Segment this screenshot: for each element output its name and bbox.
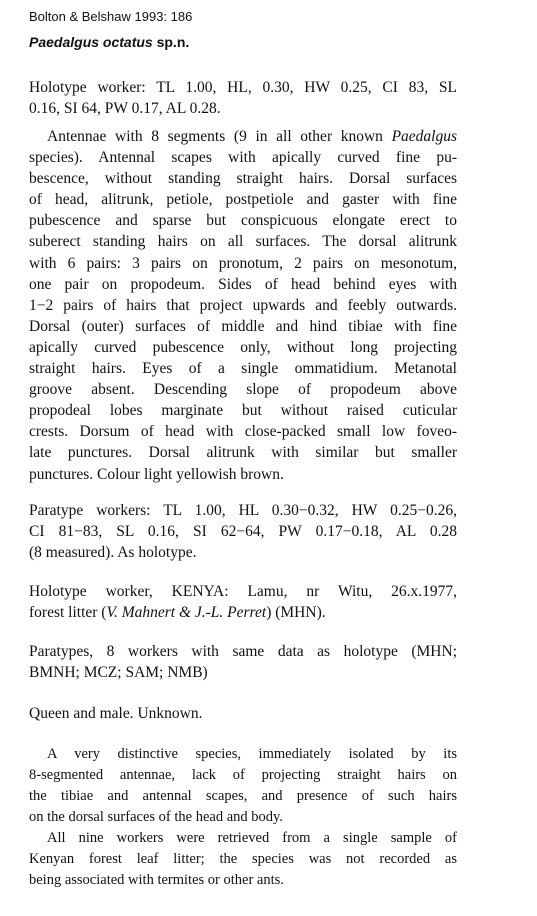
- paratype-measurements-line: (8 measured). As holotype.: [29, 544, 197, 562]
- description-line: [29, 316, 457, 337]
- remarks2-line: Kenyan forest leaf litter; the species was not recorded as: [29, 851, 457, 867]
- description-text: with 6 pairs: 3 pairs on pronotum, 2 pairs on mesonotum,: [29, 254, 457, 272]
- description-line: [29, 295, 457, 316]
- holotype-measurements: [29, 77, 457, 119]
- description-text: suberect standing hairs on all surfaces. The dorsal alitrunk: [29, 233, 457, 251]
- species-title: [29, 34, 189, 50]
- description-text: of head, alitrunk, petiole, postpetiole and gaster with fine: [29, 191, 457, 209]
- remarks-paragraph-cont: [29, 765, 457, 828]
- description-text: pubescence and sparse but conspicuous elongate erect to: [29, 212, 457, 230]
- description-text: one pair on propodeum. Sides of head behind eyes with: [29, 275, 457, 293]
- description-text: late punctures. Dorsal alitrunk with similar but smaller: [29, 444, 457, 462]
- species-name: Paedalgus octatus: [29, 34, 153, 50]
- description-text: Dorsal (outer) surfaces of middle and hind tibiae with fine: [29, 317, 457, 335]
- holotype-measurements-line: Holotype worker: TL 1.00, HL, 0.30, HW 0.25, CI 83, SL: [29, 79, 457, 96]
- description-text: propodeal lobes marginate but without raised cuticular: [29, 402, 457, 420]
- description-line: [29, 168, 457, 189]
- description-line: [29, 379, 457, 400]
- remarks2-line: All nine workers were retrieved from a single sample of: [47, 830, 457, 846]
- paratypes: [29, 641, 457, 683]
- description-line: [29, 126, 457, 147]
- remarks2-line: being associated with termites or other ants.: [29, 872, 284, 888]
- description-line: [29, 147, 457, 168]
- collectors: V. Mahnert & J.-L. Perret: [106, 604, 267, 622]
- paratype-measurements-line: Paratype workers: TL 1.00, HL 0.30−0.32, HW 0.25−0.26,: [29, 502, 457, 519]
- queen-male-line: Queen and male. Unknown.: [29, 705, 203, 722]
- genus-name: Paedalgus: [391, 128, 457, 145]
- paratypes-line: Paratypes, 8 workers with same data as holotype (MHN;: [29, 643, 457, 660]
- description-line: [29, 337, 457, 358]
- description-line: [29, 231, 457, 252]
- description-line: [29, 421, 457, 442]
- description-line: [29, 210, 457, 231]
- remarks-line: the tibiae and antennal scapes, and presence of such hairs: [29, 788, 457, 804]
- description-text: 1−2 pairs of hairs that project upwards and feebly outwards.: [29, 296, 457, 314]
- description-line: [29, 400, 457, 421]
- remarks2-paragraph-cont: [29, 849, 457, 891]
- locality-prefix: forest litter (: [29, 604, 107, 622]
- description-text: species). Antennal scapes with apically curved fine pu-: [29, 149, 457, 167]
- description-text: punctures. Colour light yellowish brown.: [29, 465, 284, 483]
- holotype-locality-line: Holotype worker, KENYA: Lamu, nr Witu, 26.x.1977,: [29, 583, 457, 600]
- description-text: bescence, without standing straight hairs. Dorsal surfaces: [29, 170, 457, 188]
- description-line: [29, 358, 457, 379]
- remarks-line: 8-segmented antennae, lack of projecting straight hairs on: [29, 767, 457, 783]
- citation-header: Bolton & Belshaw 1993: 186: [29, 9, 193, 24]
- description-paragraph: [29, 126, 457, 485]
- description-line: [29, 189, 457, 210]
- description-line: [29, 253, 457, 274]
- description-text: groove absent. Descending slope of propodeum above: [29, 381, 457, 399]
- description-text: straight hairs. Eyes of a single ommatidium. Metanotal: [29, 360, 457, 378]
- description-text: crests. Dorsum of head with close-packed small low foveo-: [29, 423, 457, 441]
- queen-male: [29, 703, 457, 724]
- paratype-measurements-line: CI 81−83, SL 0.16, SI 62−64, PW 0.17−0.18, AL 0.28: [29, 523, 457, 541]
- paratype-measurements: [29, 500, 457, 563]
- remarks-line: on the dorsal surfaces of the head and body.: [29, 809, 283, 825]
- locality-suffix: ) (MHN).: [266, 604, 326, 622]
- holotype-locality-line: [29, 602, 457, 623]
- description-line: [29, 442, 457, 463]
- description-text: apically curved pubescence only, without long projecting: [29, 338, 457, 356]
- paratypes-line: BMNH; MCZ; SAM; NMB): [29, 664, 208, 682]
- description-text: Antennae with 8 segments (9 in all other known: [47, 128, 392, 145]
- species-suffix: sp.n.: [152, 34, 190, 50]
- description-line: [29, 464, 457, 485]
- description-line: [29, 274, 457, 295]
- remarks2-paragraph: [47, 828, 457, 849]
- remarks-paragraph: [47, 744, 457, 765]
- holotype-locality: [29, 581, 457, 623]
- remarks-line: A very distinctive species, immediately isolated by its: [47, 746, 457, 762]
- holotype-measurements-line: 0.16, SI 64, PW 0.17, AL 0.28.: [29, 100, 221, 118]
